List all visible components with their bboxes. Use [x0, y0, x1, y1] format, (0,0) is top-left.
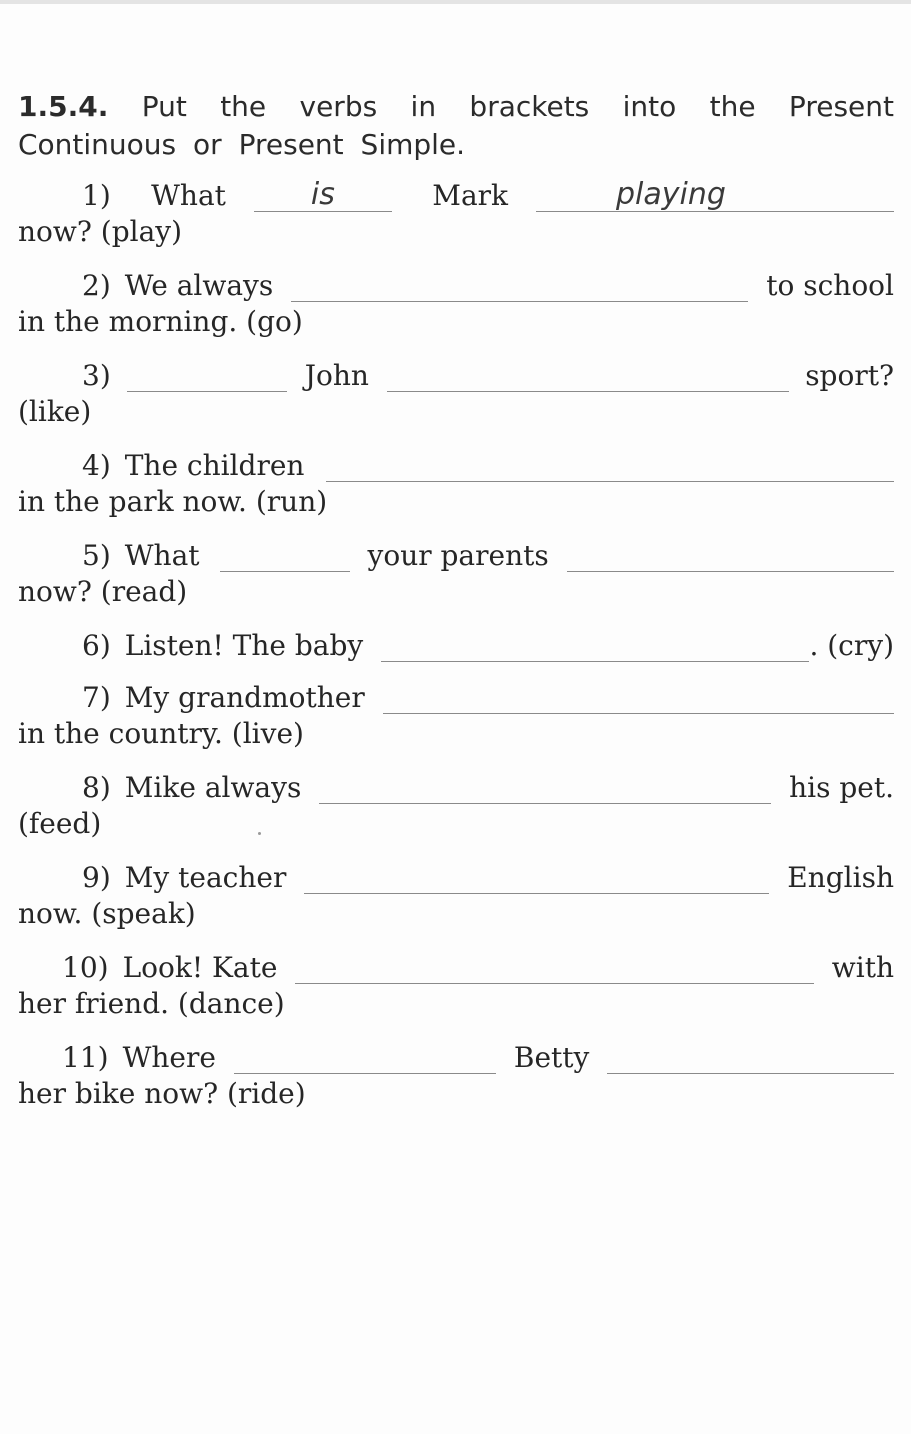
exercise-instruction: Put the verbs in brackets into the Present Continuous or Present Simple.	[18, 90, 894, 161]
answer-blank[interactable]	[383, 687, 894, 714]
exercise-item-3	[18, 350, 894, 432]
item-number: 3)	[82, 359, 111, 392]
item-continuation: her friend. (dance)	[18, 987, 285, 1020]
item-continuation: in the country. (live)	[18, 717, 304, 750]
item-number: 7)	[82, 681, 111, 714]
answer-blank[interactable]	[607, 1047, 894, 1074]
item-text: sport?	[805, 359, 894, 392]
item-text: The children	[124, 449, 305, 482]
item-text: Betty	[513, 1041, 590, 1074]
item-continuation: now? (read)	[18, 575, 188, 608]
item-text: Listen! The baby	[124, 629, 364, 662]
item-text: English	[787, 861, 894, 894]
item-continuation: now. (speak)	[18, 897, 196, 930]
exercise-item-7	[18, 672, 894, 754]
item-number: 10)	[62, 951, 109, 984]
item-number: 11)	[62, 1041, 109, 1074]
exercise-item-6	[18, 620, 894, 662]
answer-blank[interactable]	[536, 177, 894, 212]
answer-blank[interactable]	[567, 545, 894, 572]
exercise-item-5	[18, 530, 894, 612]
handwritten-answer: is	[310, 177, 335, 212]
item-text: to school	[766, 269, 894, 302]
answer-blank[interactable]	[326, 455, 894, 482]
item-text: Where	[122, 1041, 216, 1074]
item-continuation: (feed)	[18, 807, 102, 840]
handwritten-answer: playing	[616, 177, 726, 212]
exercise-item-2	[18, 260, 894, 342]
item-text: What	[124, 539, 200, 572]
answer-blank[interactable]	[319, 777, 771, 804]
item-continuation: now? (play)	[18, 215, 183, 248]
item-text: My teacher	[124, 861, 287, 894]
item-text: Mark	[432, 179, 509, 212]
answer-blank[interactable]	[220, 545, 350, 572]
top-edge	[0, 0, 911, 4]
item-number: 6)	[82, 629, 111, 662]
answer-blank[interactable]	[234, 1047, 496, 1074]
item-number: 4)	[82, 449, 111, 482]
print-speck	[258, 832, 261, 835]
item-text: Mike always	[124, 771, 302, 804]
answer-blank[interactable]	[295, 957, 813, 984]
item-text: What	[151, 179, 226, 212]
item-text: My grandmother	[124, 681, 365, 714]
item-text: his pet.	[789, 771, 894, 804]
item-number: 2)	[82, 269, 111, 302]
item-text: your parents	[367, 539, 549, 572]
exercise-item-10	[18, 942, 894, 1024]
item-number: 8)	[82, 771, 111, 804]
item-continuation: (like)	[18, 395, 92, 428]
exercise-item-9	[18, 852, 894, 934]
exercise-heading	[18, 88, 894, 164]
item-number: 5)	[82, 539, 111, 572]
exercise-item-4	[18, 440, 894, 522]
item-continuation: her bike now? (ride)	[18, 1077, 306, 1110]
item-text: John	[304, 359, 369, 392]
answer-blank[interactable]	[127, 365, 287, 392]
answer-blank[interactable]	[387, 365, 789, 392]
item-text: We always	[124, 269, 274, 302]
answer-blank[interactable]	[304, 867, 769, 894]
exercise-item-11	[18, 1032, 894, 1114]
answer-blank[interactable]	[381, 635, 809, 662]
answer-blank[interactable]	[291, 275, 748, 302]
exercise-number: 1.5.4.	[18, 90, 109, 123]
item-number: 1)	[82, 179, 111, 212]
item-number: 9)	[82, 861, 111, 894]
exercise-item-8	[18, 762, 894, 844]
item-continuation: in the morning. (go)	[18, 305, 303, 338]
item-text: . (cry)	[809, 629, 894, 662]
item-continuation: in the park now. (run)	[18, 485, 328, 518]
exercise-item-1	[18, 170, 894, 252]
answer-blank[interactable]	[254, 177, 392, 212]
item-text: Look! Kate	[122, 951, 278, 984]
item-text: with	[831, 951, 894, 984]
